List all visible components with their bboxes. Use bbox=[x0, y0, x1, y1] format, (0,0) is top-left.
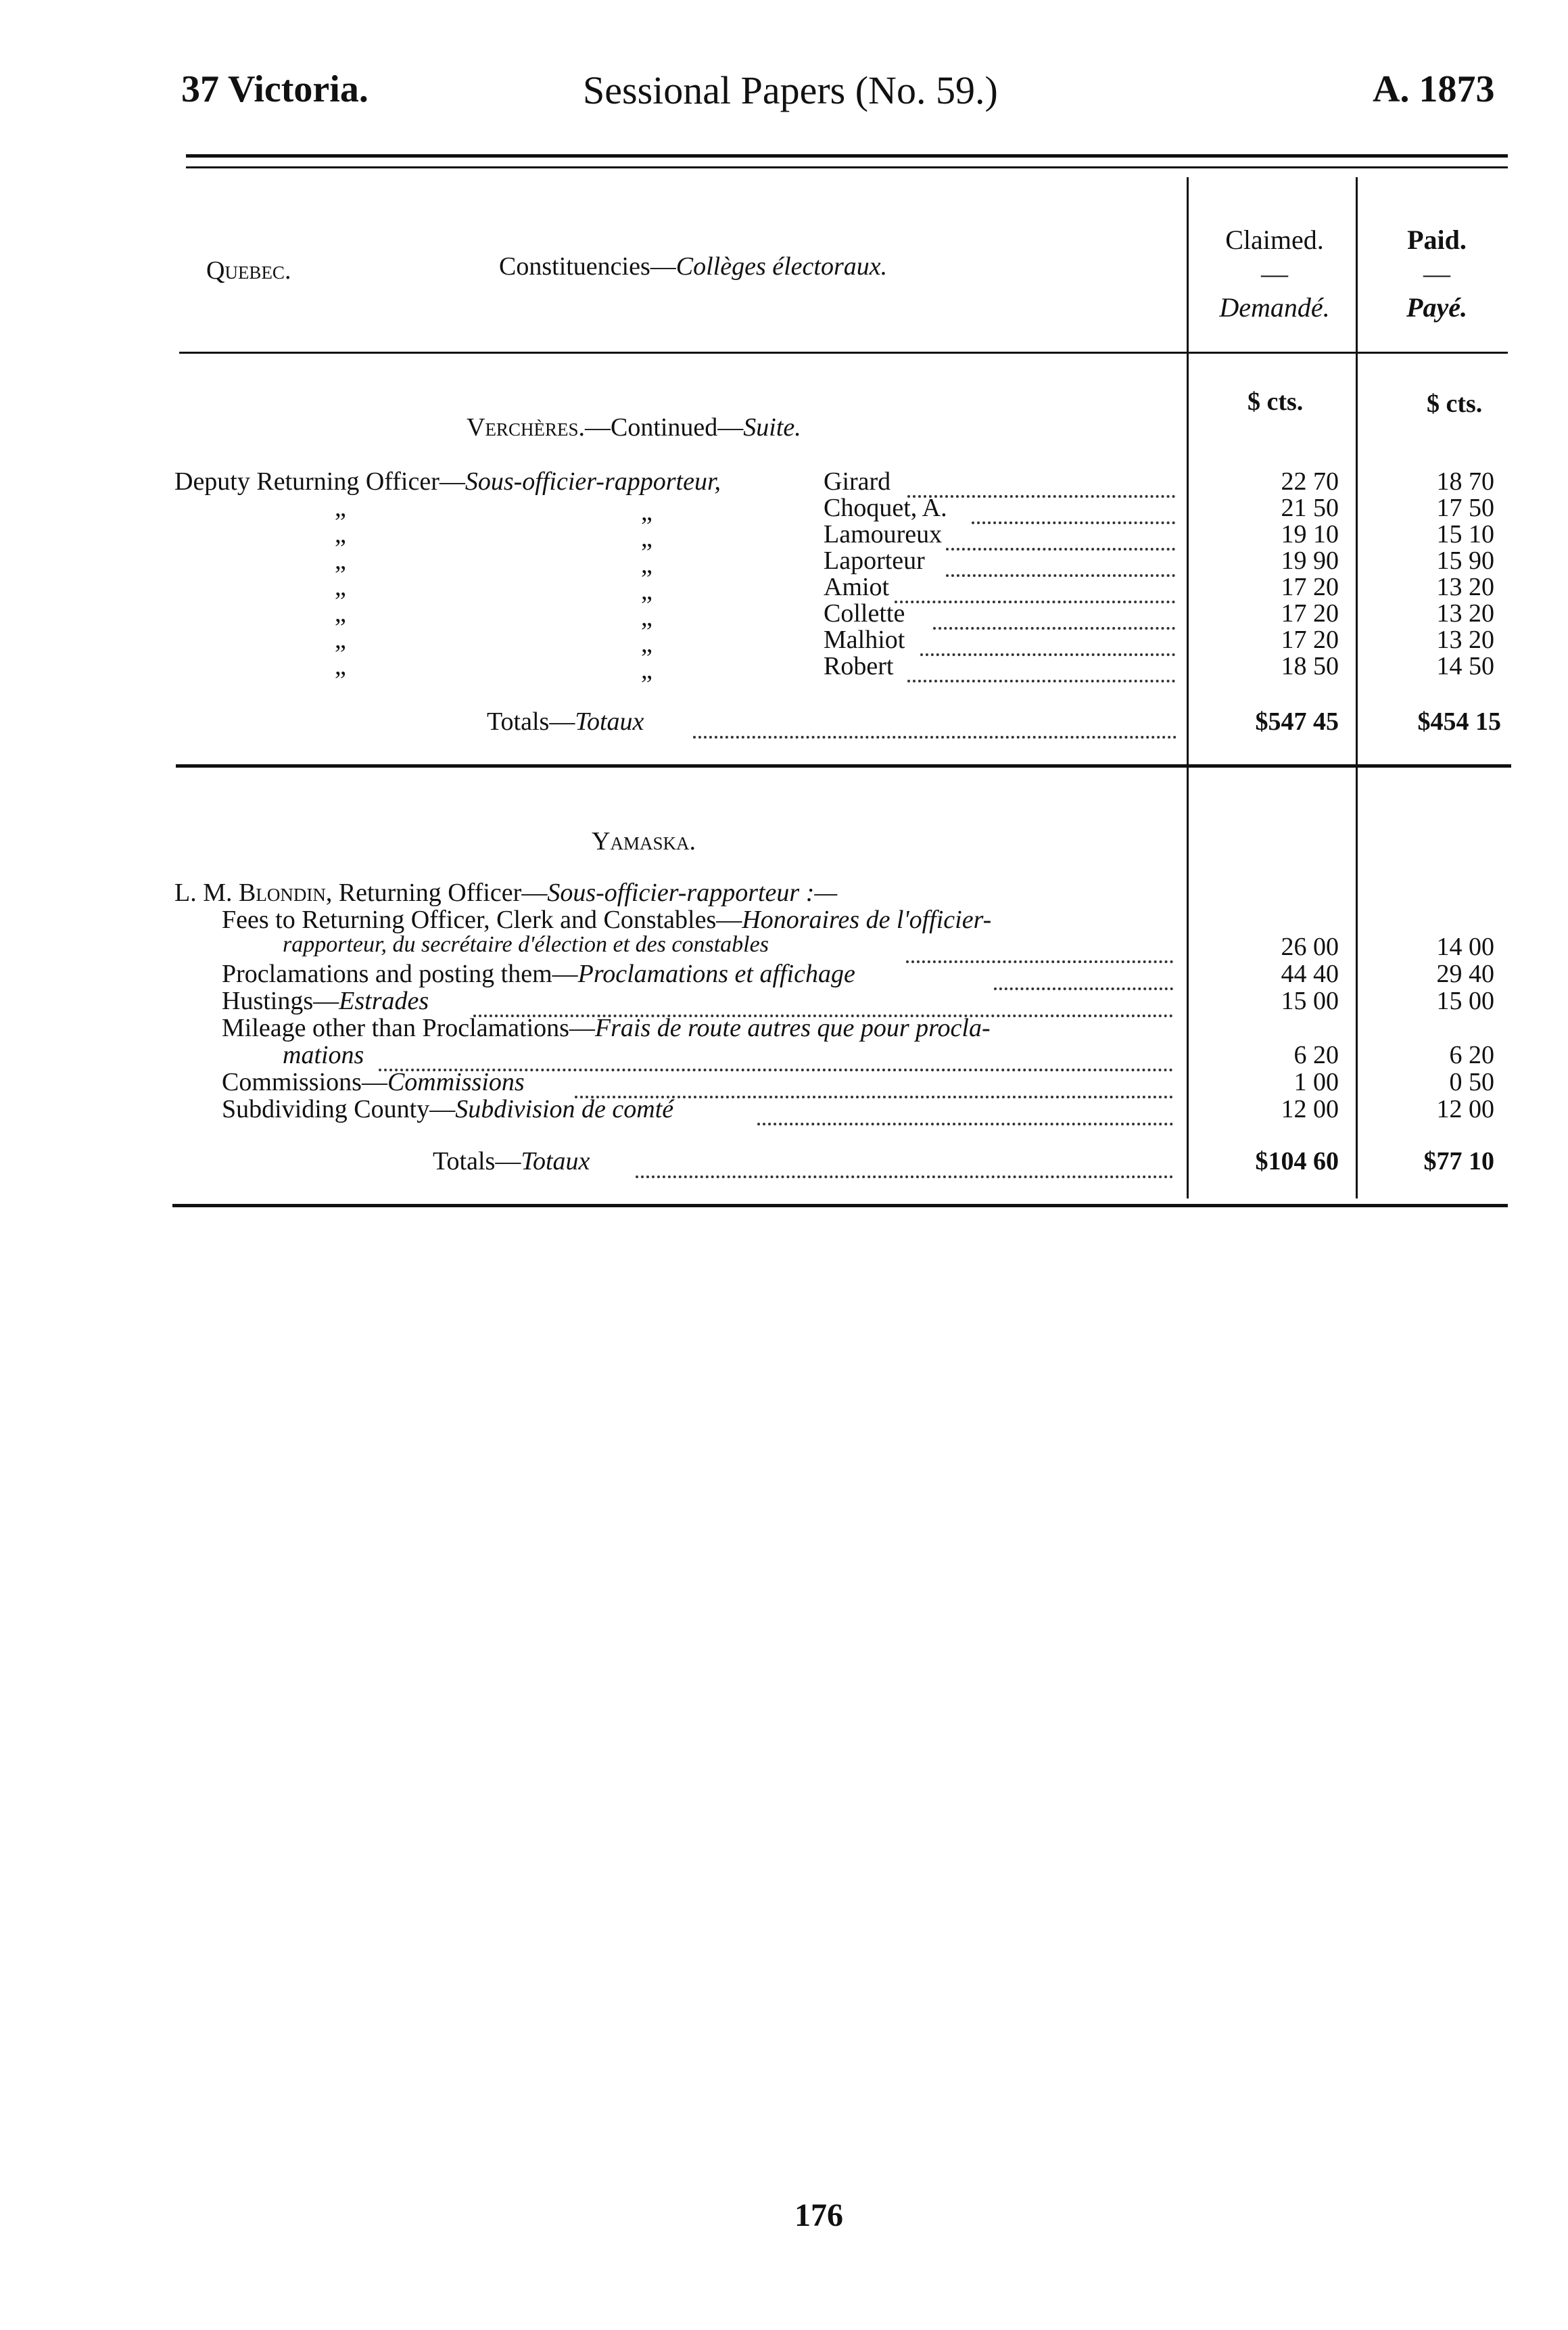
paid-dash: — bbox=[1423, 258, 1450, 289]
subd-label-fr: Subdivision de comté bbox=[455, 1095, 674, 1123]
claimed-value: 19 10 bbox=[1281, 520, 1339, 549]
dot-leader bbox=[920, 628, 1175, 656]
section-rule-vercheres bbox=[176, 764, 1511, 768]
yamaska-commissions bbox=[222, 1067, 525, 1097]
dot-leader bbox=[946, 522, 1175, 551]
subd-label: Subdividing County— bbox=[222, 1095, 456, 1123]
unit-paid: $ cts. bbox=[1427, 390, 1483, 418]
constituencies-label: Constituencies— bbox=[499, 252, 676, 281]
ditto-mark: „ bbox=[641, 577, 652, 605]
yamaska-subdividing bbox=[222, 1094, 673, 1124]
yamaska-totals-label bbox=[433, 1146, 590, 1176]
yamaska-totals-fr: Totaux bbox=[521, 1147, 590, 1175]
paid-value: 18 70 bbox=[1436, 467, 1494, 496]
dot-leader bbox=[972, 496, 1175, 524]
hust-claimed: 15 00 bbox=[1281, 987, 1339, 1015]
ditto-mark: „ bbox=[641, 630, 652, 658]
comm-paid: 0 50 bbox=[1449, 1068, 1494, 1096]
vercheres-continued: —Continued— bbox=[584, 413, 744, 442]
fees-label-fr: Honoraires de l'officier- bbox=[742, 906, 992, 934]
ditto-mark: „ bbox=[641, 603, 652, 632]
column-header-rule bbox=[179, 352, 1508, 354]
fees-claimed: 26 00 bbox=[1281, 933, 1339, 961]
subd-leader bbox=[757, 1097, 1173, 1125]
ditto-mark: „ bbox=[335, 599, 346, 628]
column-header-claimed bbox=[1210, 223, 1339, 325]
vercheres-suite: Suite. bbox=[743, 413, 801, 442]
header-rule-top bbox=[186, 154, 1508, 158]
yamaska-totals-en: Totals— bbox=[433, 1147, 521, 1175]
dot-leader bbox=[933, 601, 1175, 630]
unit-claimed: $ cts. bbox=[1248, 388, 1304, 416]
hust-label-fr: Estrades bbox=[339, 987, 429, 1015]
page-number: 176 bbox=[794, 2197, 843, 2233]
yamaska-hustings bbox=[222, 986, 429, 1016]
officer-name: Collette bbox=[824, 599, 905, 628]
procl-paid: 29 40 bbox=[1436, 960, 1494, 988]
vercheres-totals-leader bbox=[693, 710, 1177, 739]
procl-label: Proclamations and posting them— bbox=[222, 960, 578, 988]
claimed-value: 21 50 bbox=[1281, 494, 1339, 522]
paid-label-fr: Payé. bbox=[1406, 292, 1467, 323]
yamaska-fees-line1 bbox=[222, 905, 991, 935]
dot-leader bbox=[907, 469, 1175, 498]
comm-label: Commissions— bbox=[222, 1068, 387, 1096]
vercheres-name: Verchères. bbox=[467, 413, 585, 442]
officer-name: Choquet, A. bbox=[824, 494, 947, 522]
yamaska-officer-name: L. M. Blondin, bbox=[174, 879, 333, 907]
column-header-province: Quebec. bbox=[206, 256, 291, 285]
paid-value: 14 50 bbox=[1436, 652, 1494, 680]
deputy-role-label bbox=[174, 467, 721, 496]
yamaska-mileage-line2: mations bbox=[283, 1041, 364, 1069]
column-header-constituencies bbox=[499, 252, 887, 281]
fees-label: Fees to Returning Officer, Clerk and Constables— bbox=[222, 906, 742, 934]
section-title-vercheres bbox=[467, 413, 801, 442]
claimed-label-fr: Demandé. bbox=[1219, 292, 1330, 323]
subd-claimed: 12 00 bbox=[1281, 1095, 1339, 1123]
claimed-value: 17 20 bbox=[1281, 626, 1339, 654]
ditto-mark: „ bbox=[335, 652, 346, 680]
yamaska-officer-role: Returning Officer— bbox=[338, 879, 548, 907]
ditto-mark: „ bbox=[335, 546, 346, 575]
vercheres-totals-fr: Totaux bbox=[575, 707, 644, 736]
yamaska-totals-paid: $77 10 bbox=[1423, 1147, 1494, 1175]
dot-leader bbox=[946, 549, 1175, 577]
mileage-label: Mileage other than Proclamations— bbox=[222, 1014, 595, 1042]
claimed-dash: — bbox=[1261, 258, 1288, 289]
yamaska-proclamations bbox=[222, 959, 855, 989]
hust-paid: 15 00 bbox=[1436, 987, 1494, 1015]
officer-name: Amiot bbox=[824, 573, 890, 601]
paid-label: Paid. bbox=[1407, 225, 1467, 255]
yamaska-officer-role-fr: Sous-officier-rapporteur :— bbox=[547, 879, 838, 907]
paid-value: 13 20 bbox=[1436, 599, 1494, 628]
claimed-value: 22 70 bbox=[1281, 467, 1339, 496]
paid-value: 13 20 bbox=[1436, 573, 1494, 601]
header-rule-bottom bbox=[186, 166, 1508, 168]
ditto-mark: „ bbox=[641, 524, 652, 553]
header-title: Sessional Papers (No. 59.) bbox=[583, 68, 998, 112]
vercheres-totals-paid: $454 15 bbox=[1417, 707, 1501, 736]
officer-name: Laporteur bbox=[824, 546, 925, 575]
fees-leader bbox=[906, 935, 1173, 963]
claimed-value: 17 20 bbox=[1281, 599, 1339, 628]
claimed-value: 18 50 bbox=[1281, 652, 1339, 680]
procl-leader bbox=[994, 962, 1173, 990]
section-title-yamaska: Yamaska. bbox=[592, 827, 696, 856]
ditto-mark: „ bbox=[335, 494, 346, 522]
officer-name: Robert bbox=[824, 652, 894, 680]
column-divider-claimed bbox=[1187, 177, 1189, 1198]
deputy-role-en: Deputy Returning Officer— bbox=[174, 467, 465, 496]
header-volume: 37 Victoria. bbox=[181, 68, 369, 110]
officer-name: Girard bbox=[824, 467, 891, 496]
section-rule-yamaska bbox=[172, 1204, 1508, 1207]
ditto-mark: „ bbox=[335, 573, 346, 601]
deputy-role-fr: Sous-officier-rapporteur, bbox=[465, 467, 721, 496]
ditto-mark: „ bbox=[335, 626, 346, 654]
vercheres-totals-claimed: $547 45 bbox=[1255, 707, 1339, 736]
paid-value: 13 20 bbox=[1436, 626, 1494, 654]
paid-value: 17 50 bbox=[1436, 494, 1494, 522]
paid-value: 15 10 bbox=[1436, 520, 1494, 549]
yamaska-totals-claimed: $104 60 bbox=[1255, 1147, 1339, 1175]
fees-paid: 14 00 bbox=[1436, 933, 1494, 961]
mileage-paid: 6 20 bbox=[1449, 1041, 1494, 1069]
procl-label-fr: Proclamations et affichage bbox=[577, 960, 855, 988]
subd-paid: 12 00 bbox=[1436, 1095, 1494, 1123]
ditto-mark: „ bbox=[641, 551, 652, 579]
mileage-label-fr: Frais de route autres que pour procla- bbox=[594, 1014, 991, 1042]
vercheres-totals-label bbox=[487, 707, 644, 737]
header-year: A. 1873 bbox=[1373, 68, 1495, 110]
mileage-claimed: 6 20 bbox=[1293, 1041, 1339, 1069]
claimed-value: 17 20 bbox=[1281, 573, 1339, 601]
dot-leader bbox=[907, 654, 1175, 682]
ditto-mark: „ bbox=[641, 498, 652, 526]
column-header-paid bbox=[1373, 223, 1501, 325]
comm-claimed: 1 00 bbox=[1293, 1068, 1339, 1096]
claimed-value: 19 90 bbox=[1281, 546, 1339, 575]
paid-value: 15 90 bbox=[1436, 546, 1494, 575]
constituencies-label-fr: Collèges électoraux. bbox=[675, 252, 888, 281]
yamaska-officer bbox=[174, 878, 837, 908]
dot-leader bbox=[895, 575, 1175, 603]
hust-label: Hustings— bbox=[222, 987, 339, 1015]
column-divider-paid bbox=[1356, 177, 1358, 1198]
officer-name: Malhiot bbox=[824, 626, 905, 654]
yamaska-mileage-line1 bbox=[222, 1013, 991, 1043]
claimed-label: Claimed. bbox=[1225, 225, 1324, 255]
vercheres-totals-en: Totals— bbox=[487, 707, 575, 736]
procl-claimed: 44 40 bbox=[1281, 960, 1339, 988]
comm-label-fr: Commissions bbox=[387, 1068, 525, 1096]
ditto-mark: „ bbox=[641, 656, 652, 684]
ditto-mark: „ bbox=[335, 520, 346, 549]
yamaska-fees-line2: rapporteur, du secrétaire d'élection et des constables bbox=[283, 932, 769, 957]
yamaska-totals-leader bbox=[636, 1150, 1173, 1178]
officer-name: Lamoureux bbox=[824, 520, 943, 549]
